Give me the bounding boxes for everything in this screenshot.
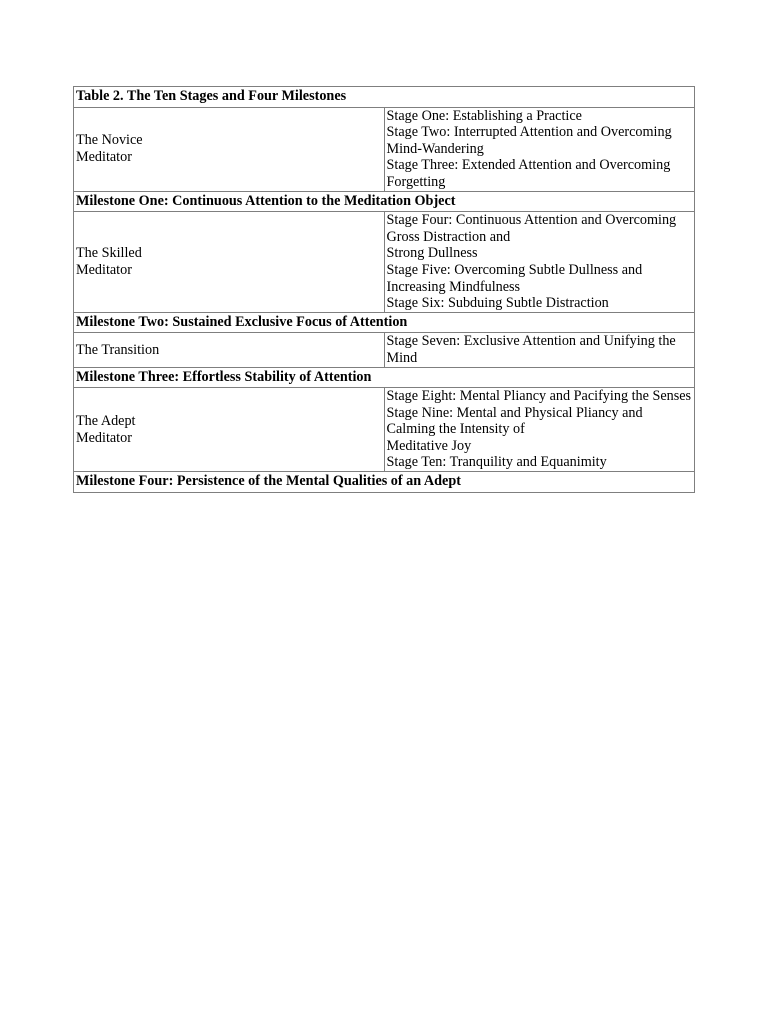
milestone-heading: Milestone Three: Effortless Stability of Attention — [74, 367, 695, 388]
level-label — [74, 388, 385, 472]
stage-item: Stage Five: Overcoming Subtle Dullness and Increasing Mindfulness — [386, 261, 643, 295]
level-label-line: The Transition — [76, 341, 160, 358]
stage-item: Stage One: Establishing a Practice — [386, 107, 582, 124]
stage-item: Strong Dullness — [386, 245, 478, 262]
stage-list — [384, 107, 695, 191]
milestone-heading: Milestone Four: Persistence of the Mental Qualities of an Adept — [74, 472, 695, 493]
level-label — [74, 107, 385, 191]
milestone-row — [74, 191, 695, 212]
level-label-line: The Novice — [76, 132, 143, 149]
table-row — [74, 388, 695, 472]
level-label — [74, 212, 385, 313]
milestone-row — [74, 472, 695, 493]
level-label-line: The Adept — [76, 412, 136, 429]
stage-item: Stage Two: Interrupted Attention and Overcoming Mind-Wandering — [386, 124, 672, 157]
level-label — [74, 333, 385, 367]
stage-item: Meditative Joy — [386, 437, 472, 454]
milestone-heading: Milestone Two: Sustained Exclusive Focus of Attention — [74, 312, 695, 333]
stage-item: Stage Six: Subduing Subtle Distraction — [386, 295, 609, 312]
milestone-row — [74, 312, 695, 333]
level-label-line: Meditator — [76, 149, 132, 166]
milestone-heading: Milestone One: Continuous Attention to the Meditation Object — [74, 191, 695, 212]
level-label-line: Meditator — [76, 429, 132, 446]
stage-item: Stage Three: Extended Attention and Overcoming Forgetting — [386, 157, 671, 190]
stage-list — [384, 333, 695, 367]
stage-item: Stage Eight: Mental Pliancy and Pacifying the Senses — [386, 388, 692, 405]
level-label-line: Meditator — [76, 261, 132, 278]
table-caption: Table 2. The Ten Stages and Four Milestones — [74, 87, 695, 108]
stages-table — [73, 86, 695, 493]
table-row — [74, 212, 695, 313]
level-label-line: The Skilled — [76, 245, 142, 262]
stage-item: Stage Ten: Tranquility and Equanimity — [386, 454, 607, 471]
caption-row — [74, 87, 695, 108]
stage-item: Stage Four: Continuous Attention and Overcoming Gross Distraction and — [386, 212, 677, 245]
table-row — [74, 333, 695, 367]
table-row — [74, 107, 695, 191]
stage-item: Stage Nine: Mental and Physical Pliancy and Calming the Intensity of — [386, 404, 643, 438]
milestone-row — [74, 367, 695, 388]
stage-item: Stage Seven: Exclusive Attention and Unifying the Mind — [386, 333, 676, 366]
stage-list — [384, 388, 695, 472]
stage-list — [384, 212, 695, 313]
